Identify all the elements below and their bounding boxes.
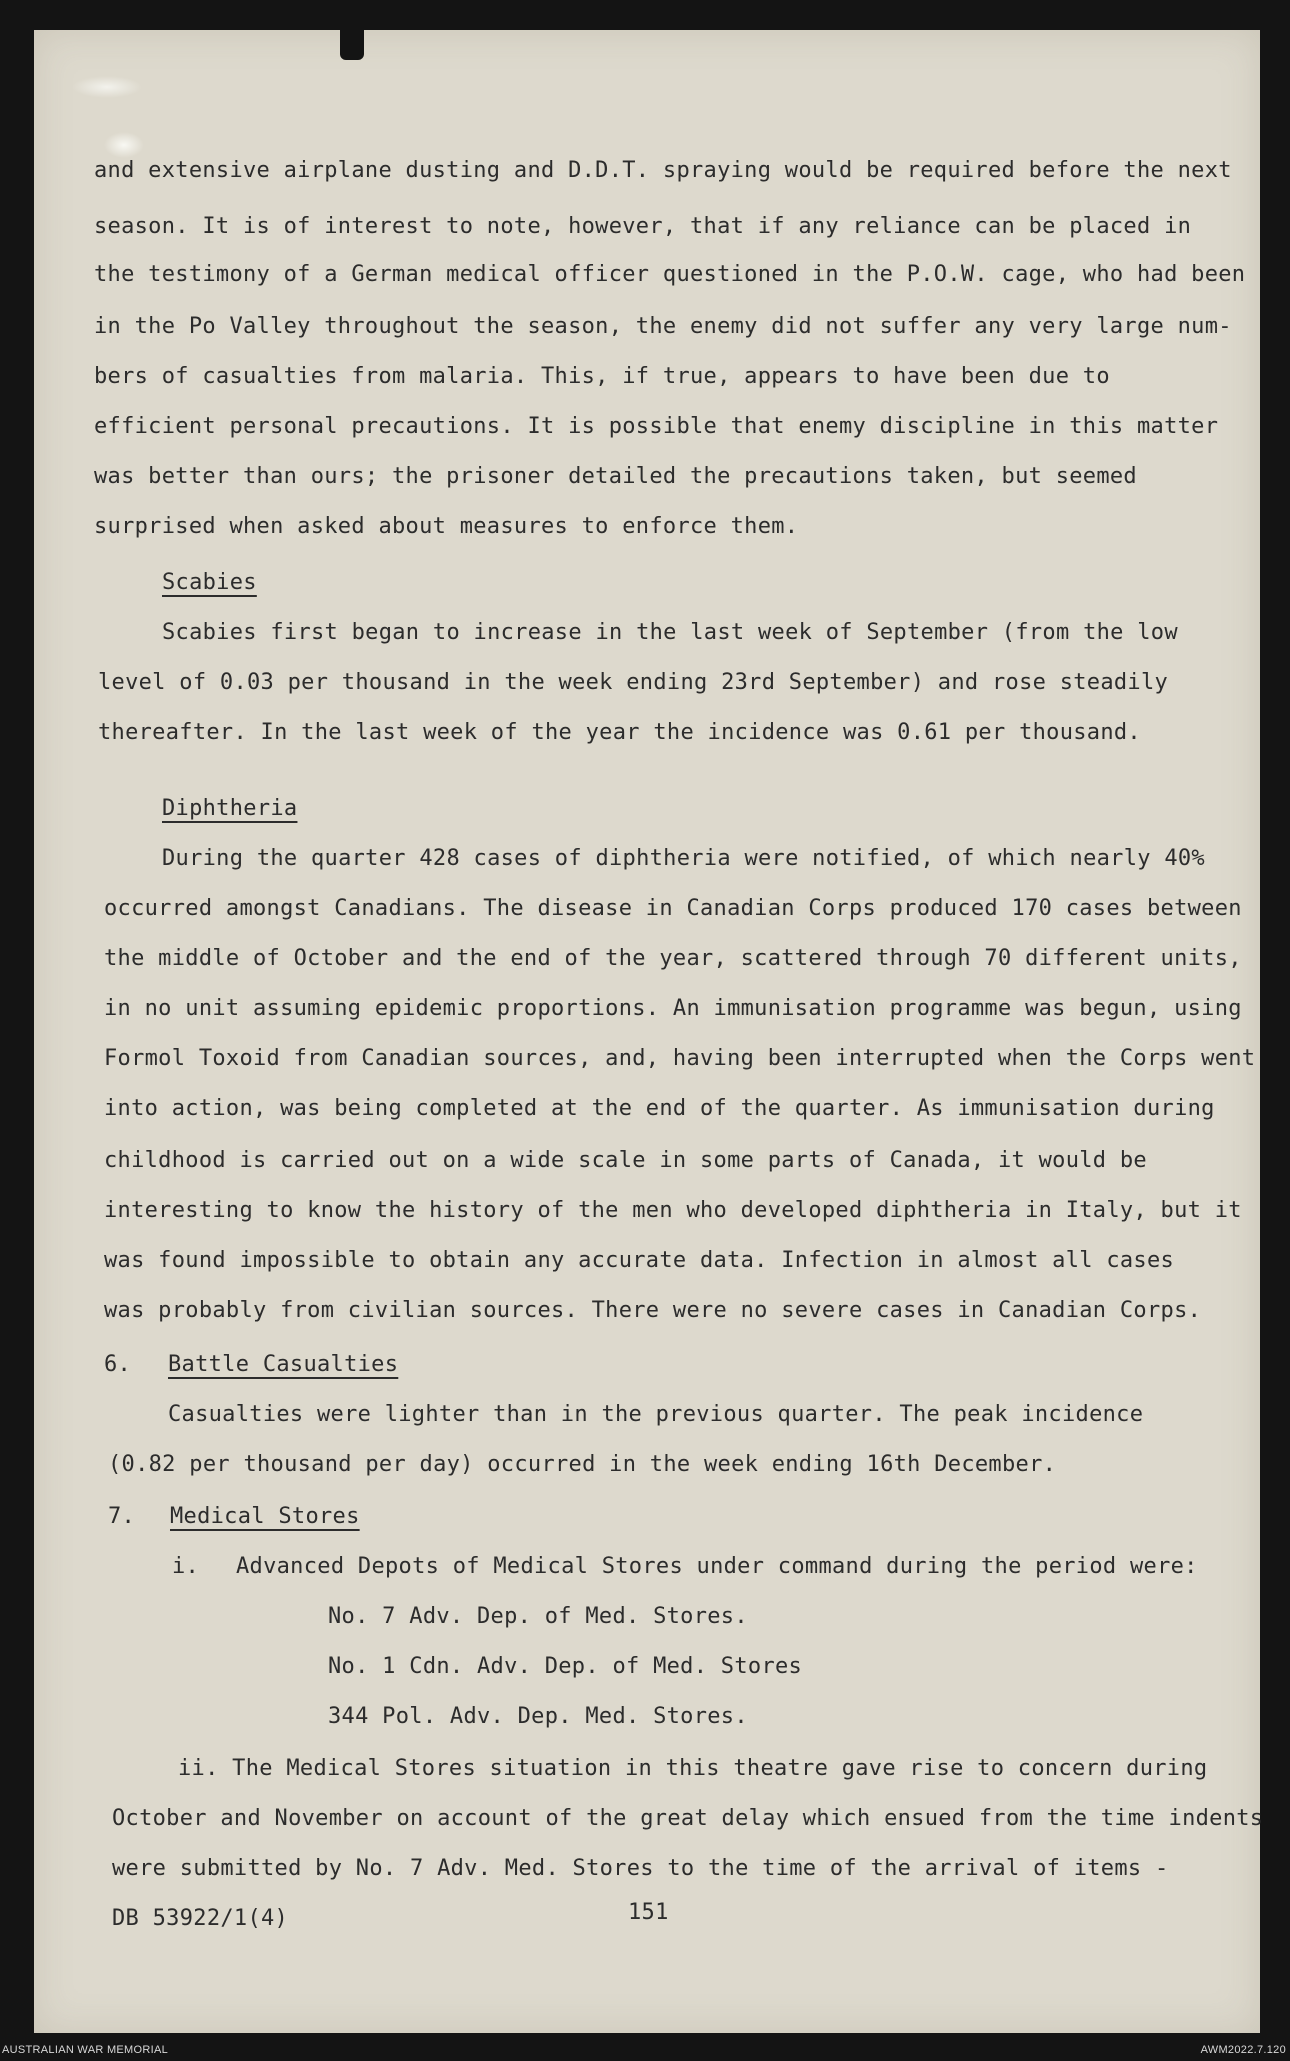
body-line: ii. The Medical Stores situation in this theatre gave rise to concern during [178, 1756, 1208, 1781]
section-heading-scabies: Scabies [162, 570, 257, 595]
body-line: thereafter. In the last week of the year the incidence was 0.61 per thousand. [98, 720, 1141, 745]
body-line: the middle of October and the end of the year, scattered through 70 different units, [104, 946, 1242, 971]
body-line: During the quarter 428 cases of diphtheria were notified, of which nearly 40% [162, 846, 1205, 871]
body-line: season. It is of interest to note, however, that if any reliance can be placed in [94, 214, 1192, 239]
body-line: into action, was being completed at the end of the quarter. As immunisation during [104, 1096, 1215, 1121]
document-reference: DB 53922/1(4) [112, 1906, 289, 1931]
body-line: October and November on account of the great delay which ensued from the time indents [112, 1806, 1264, 1831]
body-line: Scabies first began to increase in the last week of September (from the low [162, 620, 1178, 645]
archive-reference: AWM2022.7.120 [1200, 2044, 1286, 2056]
section-heading-medical-stores: Medical Stores [170, 1504, 360, 1529]
body-line: childhood is carried out on a wide scale in some parts of Canada, it would be [104, 1148, 1147, 1173]
section-heading-battle-casualties: Battle Casualties [168, 1352, 399, 1377]
depot-item: No. 1 Cdn. Adv. Dep. of Med. Stores [328, 1654, 803, 1679]
page-number: 151 [628, 1900, 669, 1925]
body-line: was found impossible to obtain any accurate data. Infection in almost all cases [104, 1248, 1175, 1273]
paper-damage [104, 132, 144, 158]
section-number: 7. [108, 1504, 136, 1529]
body-line: (0.82 per thousand per day) occurred in the week ending 16th December. [108, 1452, 1057, 1477]
body-line: the testimony of a German medical officer questioned in the P.O.W. cage, who had been [94, 262, 1246, 287]
body-line: in no unit assuming epidemic proportions. An immunisation programme was begun, using [104, 996, 1242, 1021]
body-line: surprised when asked about measures to enforce them. [94, 514, 799, 539]
body-line: Casualties were lighter than in the previous quarter. The peak incidence [168, 1402, 1144, 1427]
body-line: interesting to know the history of the men who developed diphtheria in Italy, but it [104, 1198, 1242, 1223]
section-number: 6. [104, 1352, 132, 1377]
section-heading-diphtheria: Diphtheria [162, 796, 298, 821]
body-line: and extensive airplane dusting and D.D.T. spraying would be required before the next [94, 158, 1232, 183]
body-line: bers of casualties from malaria. This, if true, appears to have been due to [94, 364, 1110, 389]
body-line: efficient personal precautions. It is possible that enemy discipline in this matter [94, 414, 1219, 439]
body-line: Formol Toxoid from Canadian sources, and, having been interrupted when the Corps went [104, 1046, 1256, 1071]
body-line: was probably from civilian sources. There were no severe cases in Canadian Corps. [104, 1298, 1202, 1323]
paper-damage [72, 76, 142, 98]
list-marker: i. [172, 1554, 200, 1579]
body-line: were submitted by No. 7 Adv. Med. Stores to the time of the arrival of items - [112, 1856, 1169, 1881]
punch-hole [340, 30, 364, 60]
body-line: was better than ours; the prisoner detailed the precautions taken, but seemed [94, 464, 1137, 489]
body-line: Advanced Depots of Medical Stores under command during the period were: [236, 1554, 1198, 1579]
depot-item: No. 7 Adv. Dep. of Med. Stores. [328, 1604, 748, 1629]
archive-credit: AUSTRALIAN WAR MEMORIAL [2, 2044, 169, 2056]
body-line: level of 0.03 per thousand in the week ending 23rd September) and rose steadily [98, 670, 1169, 695]
body-line: occurred amongst Canadians. The disease in Canadian Corps produced 170 cases between [104, 896, 1242, 921]
depot-item: 344 Pol. Adv. Dep. Med. Stores. [328, 1704, 748, 1729]
body-line: in the Po Valley throughout the season, the enemy did not suffer any very large num- [94, 314, 1232, 339]
